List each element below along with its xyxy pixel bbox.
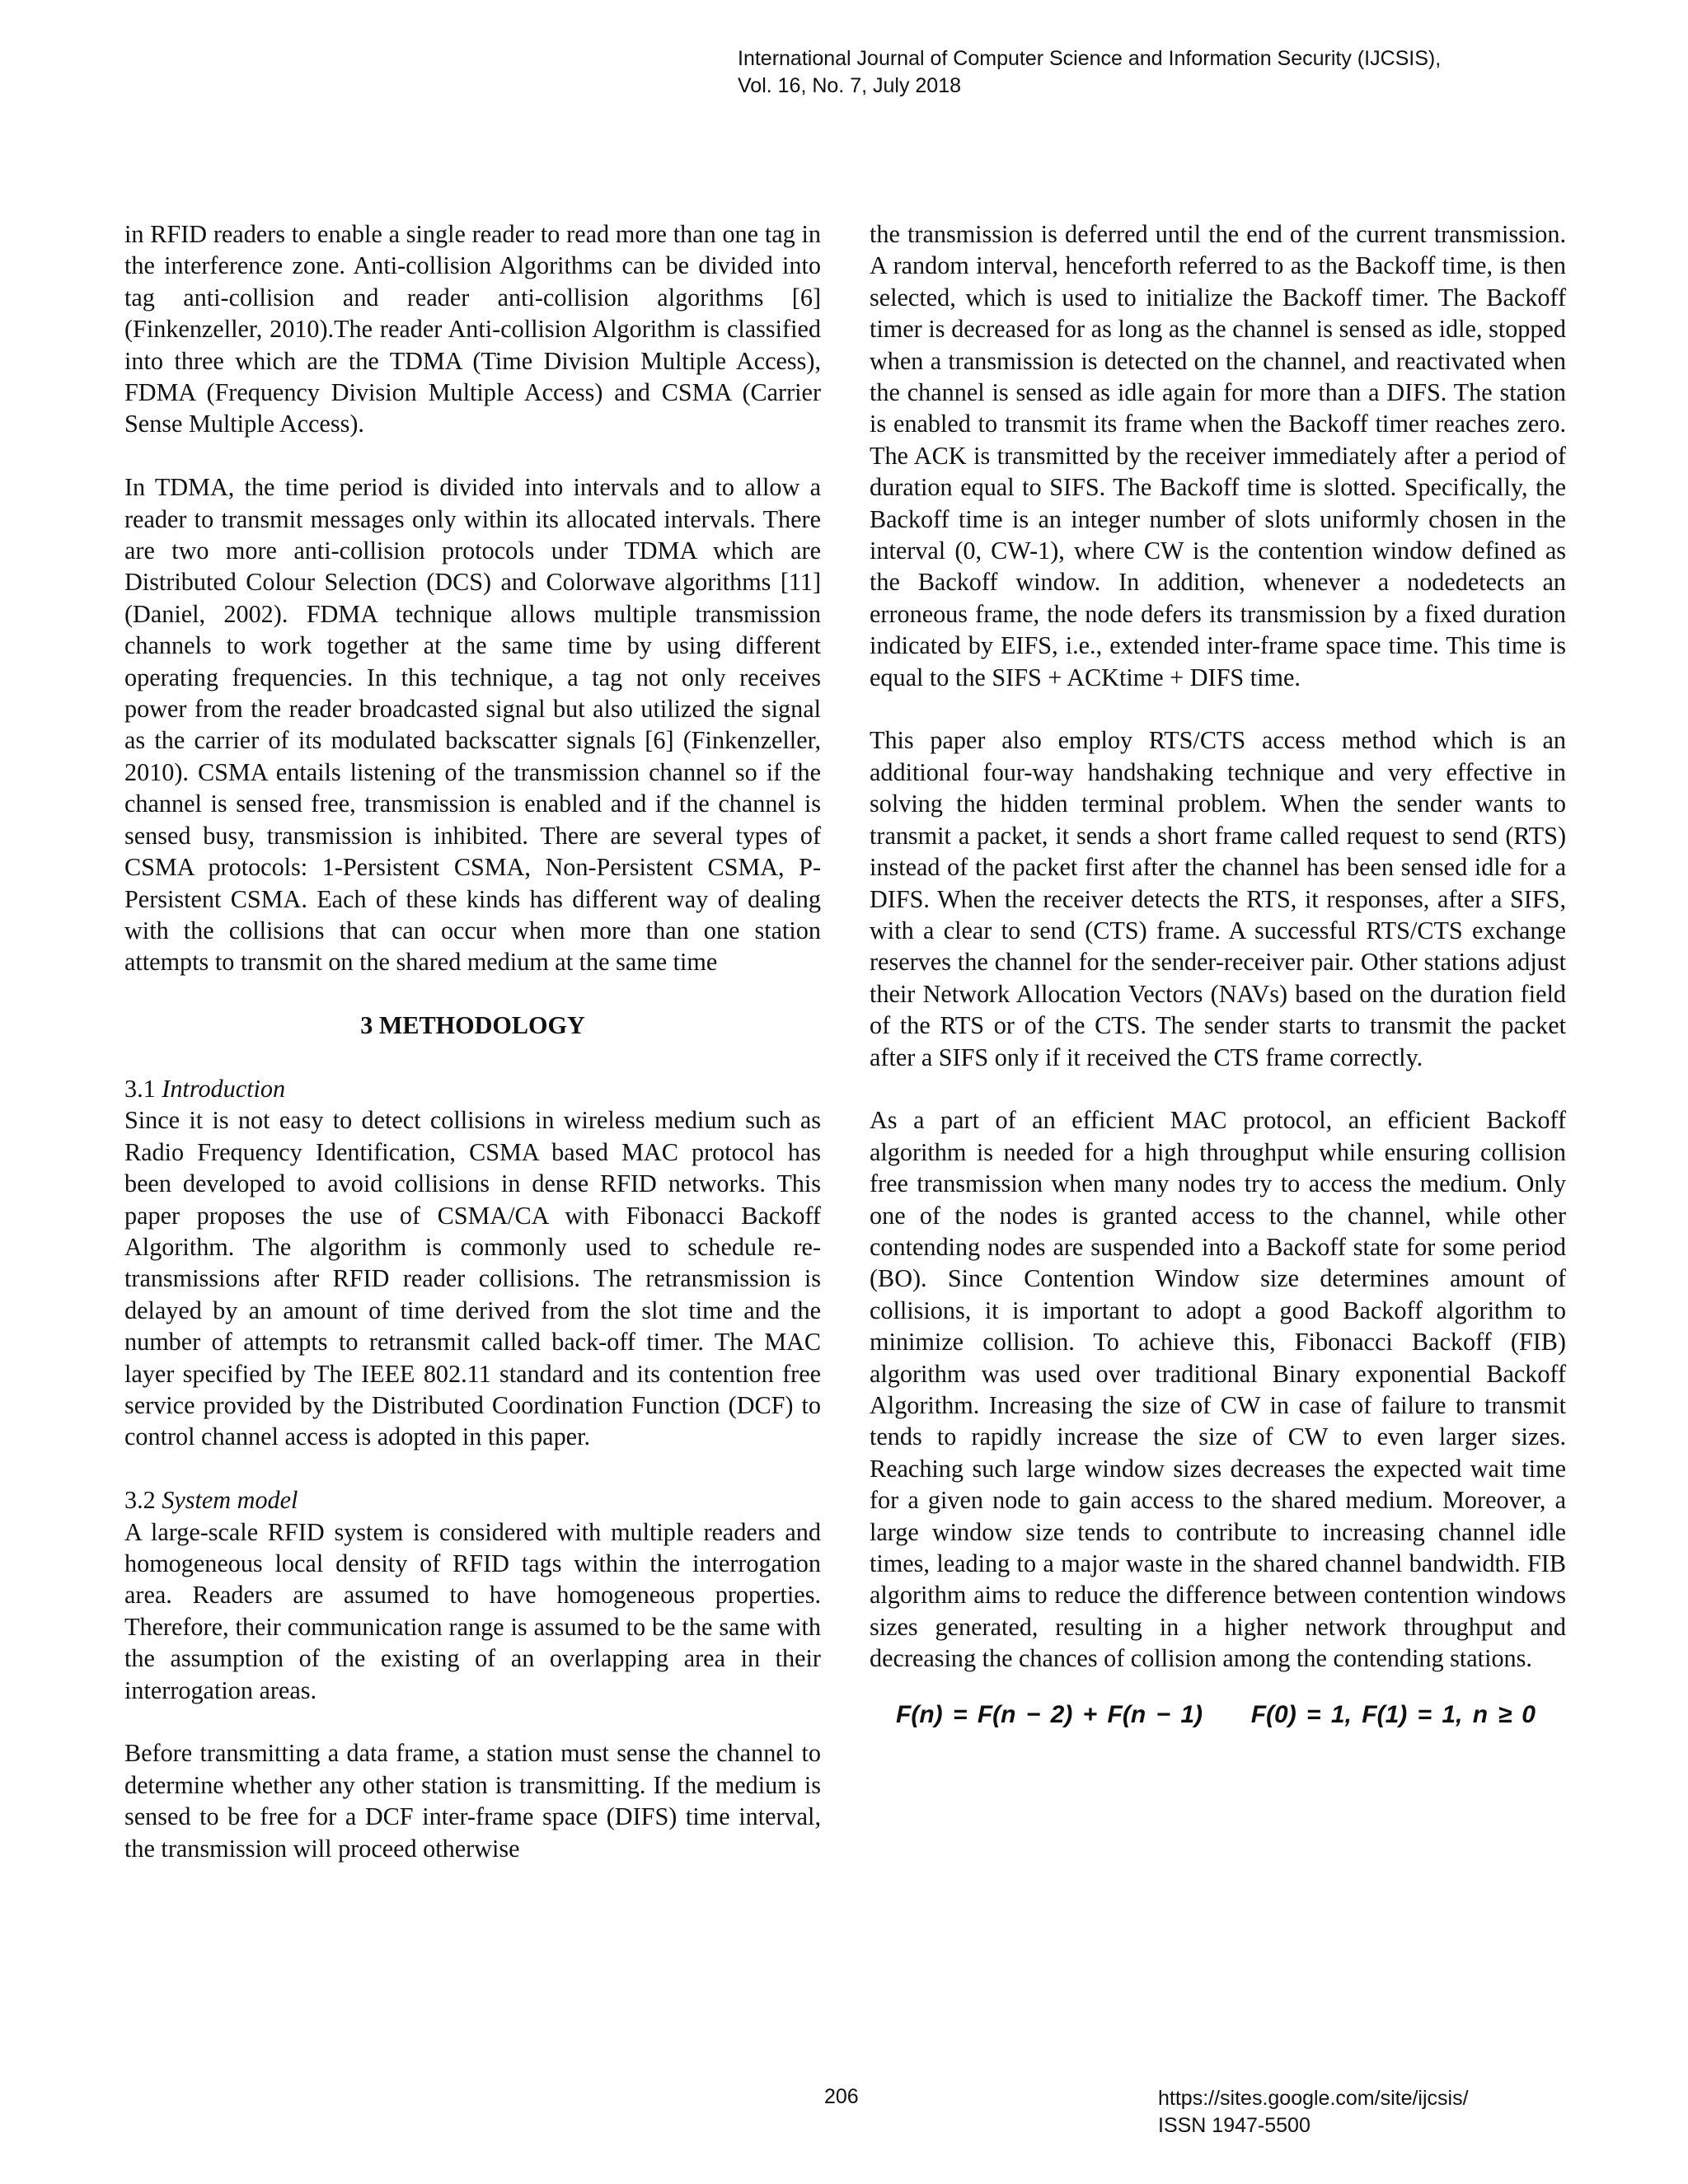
paragraph: in RFID readers to enable a single reader to read more than one tag in the interference zone. Anti-collision Algorithms can be divided into tag anti-collision and reader anti-collision algorithms [6] (Finkenzeller, 2010).The reader Anti-collision Algorithm is classified into three which are the TDMA (Time Division Multiple Access), FDMA (Frequency Division Multiple Access) and CSMA (Carrier Sense Multiple Access). — [124, 220, 821, 438]
footer-info — [1158, 2085, 1469, 2139]
paragraph: Since it is not easy to detect collisions in wireless medium such as Radio Frequency Identification, CSMA based MAC protocol has been developed to avoid collisions in dense RFID networks. This paper proposes the use of CSMA/CA with Fibonacci Backoff Algorithm. The algorithm is commonly used to schedule re-transmissions after RFID reader collisions. The retransmission is delayed by an amount of time derived from the slot time and the number of attempts to retransmit called back-off timer. The MAC layer specified by The IEEE 802.11 standard and its contention free service provided by the Distributed Coordination Function (DCF) to control channel access is adopted in this paper. — [124, 1106, 821, 1451]
paragraph: the transmission is deferred until the end of the current transmission. A random interval, henceforth referred to as the Backoff time, is then selected, which is used to initialize the Backoff timer. The Backoff timer is decreased for as long as the channel is sensed as idle, stopped when a transmission is detected on the channel, and reactivated when the channel is sensed as idle again for more than a DIFS. The station is enabled to transmit its frame when the Backoff timer reaches zero. The ACK is transmitted by the receiver immediately after a period of duration equal to SIFS. The Backoff time is slotted. Specifically, the Backoff time is an integer number of slots uniformly chosen in the interval (0, CW-1), where CW is the contention window defined as the Backoff window. In addition, whenever a nodedetects an erroneous frame, the node defers its transmission by a fixed duration indicated by EIFS, i.e., extended inter-frame space time. This time is equal to the SIFS + ACKtime + DIFS time. — [870, 220, 1566, 691]
subsection-heading — [124, 1484, 821, 1516]
paragraph: As a part of an efficient MAC protocol, an efficient Backoff algorithm is needed for a high throughput while ensuring collision free transmission when many nodes try to access the medium. Only one of the nodes is granted access to the channel, while other contending nodes are suspended into a Backoff state for some period (BO). Since Contention Window size determines amount of collisions, it is important to adopt a good Backoff algorithm to minimize collision. To achieve this, Fibonacci Backoff (FIB) algorithm was used over traditional Binary exponential Backoff Algorithm. Increasing the size of CW in case of failure to transmit tends to rapidly increase the size of CW to even larger sizes. Reaching such large window sizes decreases the expected wait time for a given node to gain access to the shared medium. Moreover, a large window size tends to contribute to increasing channel idle times, leading to a major waste in the shared channel bandwidth. FIB algorithm aims to reduce the difference between contention windows sizes generated, resulting in a higher network throughput and decreasing the chances of collision among the contending stations. — [870, 1106, 1566, 1673]
fibonacci-equation — [870, 1699, 1566, 1731]
issn: ISSN 1947-5500 — [1158, 2114, 1311, 2137]
left-column — [124, 218, 821, 1864]
paragraph: Before transmitting a data frame, a station must sense the channel to determine whether any other station is transmitting. If the medium is sensed to be free for a DCF inter-frame space (DIFS) time interval, the transmission will proceed otherwise — [124, 1739, 821, 1863]
journal-volume: Vol. 16, No. 7, July 2018 — [738, 74, 962, 97]
subsection-heading — [124, 1073, 821, 1104]
right-column — [870, 218, 1566, 1731]
subsection-title: System model — [162, 1486, 298, 1515]
page-number: 206 — [824, 2085, 859, 2108]
equation-recurrence: F(n) = F(n − 2) + F(n − 1) — [896, 1700, 1203, 1728]
paragraph: This paper also employ RTS/CTS access method which is an additional four-way handshaking technique and very effective in solving the hidden terminal problem. When the sender wants to transmit a packet, it sends a short frame called request to send (RTS) instead of the packet first after the channel has been sensed idle for a DIFS. When the receiver detects the RTS, it responses, after a SIFS, with a clear to send (CTS) frame. A successful RTS/CTS exchange reserves the channel for the sender-receiver pair. Other stations adjust their Network Allocation Vectors (NAVs) based on the duration field of the RTS or of the CTS. The sender starts to transmit the packet after a SIFS only if it received the CTS frame correctly. — [870, 726, 1566, 1071]
paragraph: A large-scale RFID system is considered with multiple readers and homogeneous local density of RFID tags within the interrogation area. Readers are assumed to have homogeneous properties. Therefore, their communication range is assumed to be the same with the assumption of the existing of an overlapping area in their interrogation areas. — [124, 1517, 821, 1704]
journal-url: https://sites.google.com/site/ijcsis/ — [1158, 2087, 1469, 2110]
section-heading: 3 METHODOLOGY — [360, 1011, 585, 1040]
paragraph: In TDMA, the time period is divided into intervals and to allow a reader to transmit messages only within its allocated intervals. There are two more anti-collision protocols under TDMA which are Distributed Colour Selection (DCS) and Colorwave algorithms [11] (Daniel, 2002). FDMA technique allows multiple transmission channels to work together at the same time by using different operating frequencies. In this technique, a tag not only receives power from the reader broadcasted signal but also utilized the signal as the carrier of its modulated backscatter signals [6] (Finkenzeller, 2010). CSMA entails listening of the transmission channel so if the channel is sensed free, transmission is enabled and if the channel is sensed busy, transmission is inhibited. There are several types of CSMA protocols: 1-Persistent CSMA, Non-Persistent CSMA, P-Persistent CSMA. Each of these kinds has different way of dealing with the collisions that can occur when more than one station attempts to transmit on the shared medium at the same time — [124, 473, 821, 977]
journal-title: International Journal of Computer Science and Information Security (IJCSIS), — [738, 47, 1442, 70]
journal-header — [738, 45, 1441, 100]
subsection-title: Introduction — [162, 1074, 286, 1103]
equation-initial-conditions: F(0) = 1, F(1) = 1, n ≥ 0 — [1250, 1700, 1536, 1728]
subsection-number: 3.1 — [124, 1074, 156, 1103]
subsection-number: 3.2 — [124, 1486, 156, 1515]
